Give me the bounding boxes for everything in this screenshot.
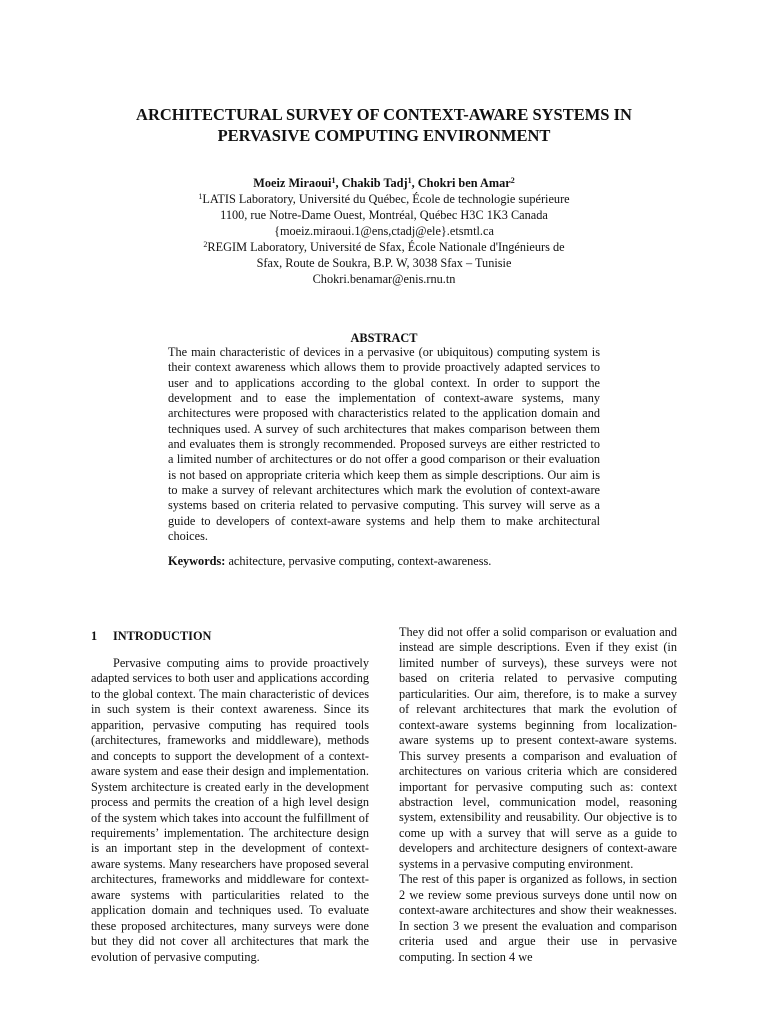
affiliation-1-line-1 xyxy=(150,191,618,207)
intro-right-paragraph-2: The rest of this paper is organized as follows, in section 2 we review some previous surveys done until now on context-aware architectures and show their weaknesses. In section 3 we present the evaluation and comparison criteria used and argue their use in pervasive computing. In section 4 we xyxy=(399,872,677,964)
section-heading-introduction xyxy=(91,628,211,644)
author-affiliation-marker: 1 xyxy=(407,176,412,185)
section-number: 1 xyxy=(91,629,98,643)
affiliation-text: LATIS Laboratory, Université du Québec, École de technologie supérieure xyxy=(202,192,570,206)
affiliation-marker: 1 xyxy=(198,192,203,201)
affiliation-1-line-2: 1100, rue Notre-Dame Ouest, Montréal, Québec H3C 1K3 Canada xyxy=(220,208,548,222)
keywords-text: achitecture, pervasive computing, context-awareness. xyxy=(225,554,492,568)
section-title: INTRODUCTION xyxy=(113,629,212,643)
intro-right-paragraph-1: They did not offer a solid comparison or evaluation and instead are simple descriptions. Even if they exist (in limited number of surveys), these surveys were not based on criteria related to pervasive computing particularities. Our aim, therefore, is to make a survey of relevant architectures that mark the evolution of context-aware systems beginning from localization-aware systems up to present context-aware systems. This survey presents a comparison and evaluation of architectures on various criteria which are considered important for pervasive computing such as: context abstraction level, communication model, reasoning system, extensibility and reusability. Our objective is to come up with a survey that will serve as a guide to developers and architecture designers of context-aware systems in a pervasive computing environment. xyxy=(399,625,677,871)
affiliation-2-line-2: Sfax, Route de Soukra, B.P. W, 3038 Sfax – Tunisie xyxy=(256,256,512,270)
author-separator: , xyxy=(335,176,342,190)
author-name: Chokri ben Amar xyxy=(417,176,511,190)
intro-right-column xyxy=(399,625,677,965)
keywords-label: Keywords: xyxy=(168,554,226,568)
intro-left-column: Pervasive computing aims to provide proactively adapted services to both user and applications according to the global context. The main characteristic of devices in such system is their context awareness. Since its apparition, pervasive computing has required tools (architectures, frameworks and middleware), methods and concepts to support the development of a context-aware system and ease their design and implementation. System architecture is created early in the development process and permits the creation of a high level design of the system which takes into account the fulfillment of requirements’ implementation. The architecture design is an important step in the development of context-aware systems. Many researchers have proposed several architectures, frameworks and middleware for context-aware systems with particularities related to the application domain and techniques used. To evaluate these proposed architectures, many surveys were done but they did not cover all architectures that mark the evolution of pervasive computing. xyxy=(91,656,369,964)
paper-title xyxy=(60,104,708,146)
affiliation-marker: 2 xyxy=(203,240,208,249)
author-names xyxy=(150,175,618,191)
affiliation-1-email: {moeiz.miraoui.1@ens,ctadj@ele}.etsmtl.ca xyxy=(274,224,494,238)
affiliation-2-line-1 xyxy=(150,239,618,255)
keywords-line xyxy=(168,553,600,569)
author-separator: , xyxy=(411,176,418,190)
title-line-2: PERVASIVE COMPUTING ENVIRONMENT xyxy=(217,126,551,145)
affiliation-2-email: Chokri.benamar@enis.rnu.tn xyxy=(312,272,456,286)
author-affiliation-marker: 1 xyxy=(331,176,336,185)
author-block xyxy=(150,175,618,287)
abstract-heading: ABSTRACT xyxy=(350,331,418,345)
affiliation-text: REGIM Laboratory, Université de Sfax, École Nationale d'Ingénieurs de xyxy=(207,240,565,254)
title-line-1: ARCHITECTURAL SURVEY OF CONTEXT-AWARE SYSTEMS IN xyxy=(136,105,632,124)
author-affiliation-marker: 2 xyxy=(510,176,515,185)
author-name: Moeiz Miraoui xyxy=(253,176,332,190)
abstract-text: The main characteristic of devices in a pervasive (or ubiquitous) computing system is their context awareness which allows them to provide proactively adapted services to user and to applications according to the global context. In order to support the development and to ease the implementation of context-aware systems, many architectures were proposed with characteristics related to the application domain and techniques used. A survey of such architectures that makes comparison between them and evaluates them is strongly recommended. Proposed surveys are either restricted to a limited number of architectures or do not offer a good comparison or their evaluation is not based on appropriate criteria which keep them as simple descriptions. Our aim is to make a survey of relevant architectures which mark the evolution of context-aware systems based on criteria related to pervasive computing. This survey will serve as a guide to developers of context-aware systems and help them to make architectural choices. xyxy=(168,345,600,544)
author-name: Chakib Tadj xyxy=(341,176,408,190)
